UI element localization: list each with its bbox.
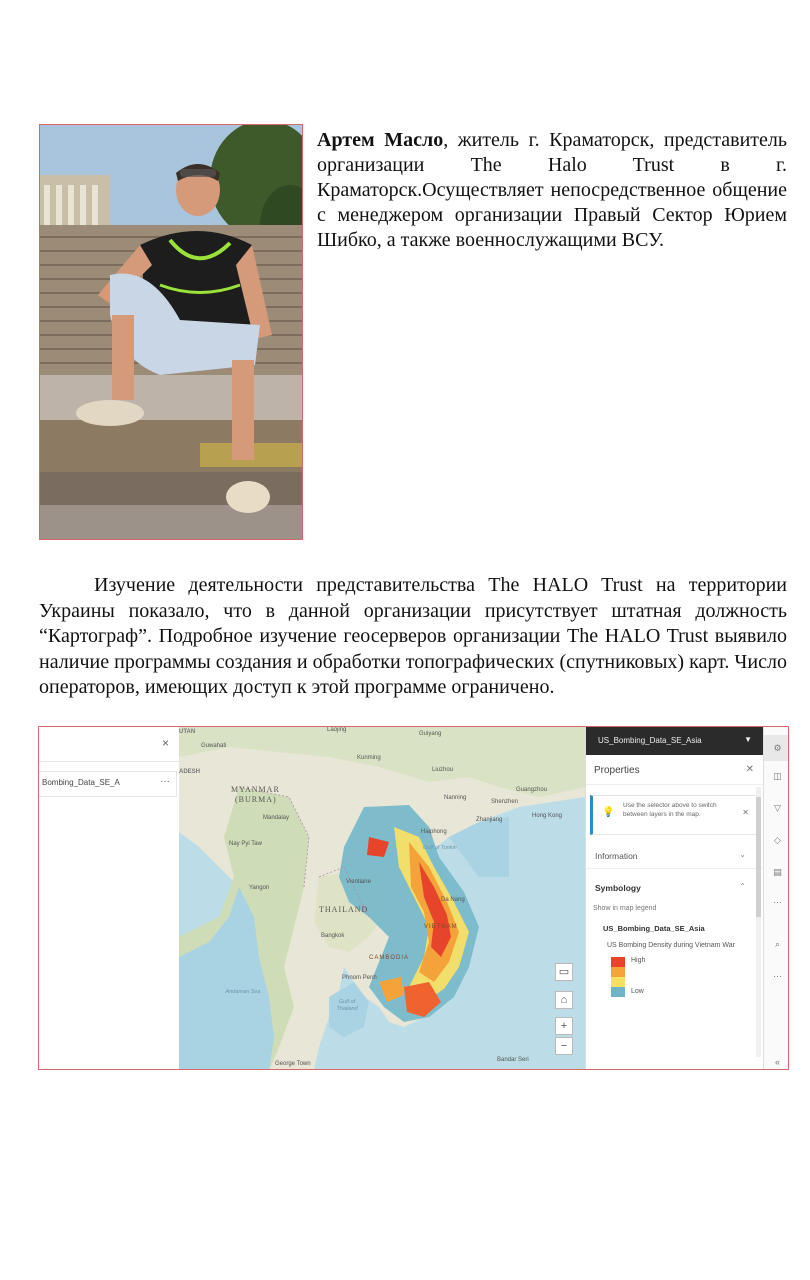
- filter-icon[interactable]: ▽: [774, 803, 781, 813]
- legend-title: US Bombing Density during Vietnam War: [607, 942, 735, 949]
- chevron-up-icon: ⌃: [739, 882, 746, 891]
- tool-strip: [763, 727, 789, 1069]
- show-in-legend-toggle[interactable]: Show in map legend: [593, 905, 657, 912]
- map-label: Mandalay: [263, 815, 290, 821]
- properties-header: [586, 755, 764, 785]
- search-icon[interactable]: ⌕: [774, 939, 781, 949]
- legend-swatch: [611, 977, 625, 987]
- person-name: Артем Масло: [317, 129, 444, 151]
- map-label: Guangzhou: [516, 787, 548, 793]
- map-label: THAILAND: [319, 905, 369, 914]
- map-label: Phnom Penh: [342, 975, 377, 981]
- map-label: Da Nang: [441, 897, 465, 903]
- more-options-icon[interactable]: ···: [773, 897, 782, 907]
- map-app-screenshot: [38, 726, 789, 1070]
- map-label: CAMBODIA: [369, 955, 410, 961]
- table-icon[interactable]: ▤: [773, 867, 782, 877]
- tip-notice: [590, 795, 758, 835]
- map-label: Bangkok: [321, 933, 345, 939]
- layers-search-row[interactable]: [39, 727, 179, 762]
- legend-high-label: High: [631, 957, 646, 964]
- legend-swatch-high: [611, 957, 625, 967]
- home-icon[interactable]: ⌂: [555, 991, 573, 1009]
- map-label: MYANMAR: [231, 785, 280, 794]
- effects-icon[interactable]: ◇: [774, 835, 781, 845]
- close-icon[interactable]: ✕: [745, 764, 754, 775]
- map-label: George Town: [275, 1061, 311, 1067]
- legend-color-ramp: [611, 957, 764, 1003]
- layer-style-icon[interactable]: ◫: [773, 771, 782, 781]
- layer-list-item-label: Bombing_Data_SE_A: [42, 778, 120, 787]
- portrait-photo: [39, 124, 303, 540]
- collapse-icon[interactable]: «: [774, 1057, 780, 1067]
- scrollbar[interactable]: [756, 787, 761, 1057]
- map-label: Laojing: [327, 727, 347, 733]
- information-section[interactable]: [586, 843, 764, 869]
- map-label: Vientiane: [346, 879, 371, 885]
- more-options-icon[interactable]: ···: [160, 776, 170, 787]
- information-label: Information: [595, 851, 638, 861]
- properties-title: Properties: [594, 765, 640, 776]
- chevron-down-icon: ⌄: [739, 850, 746, 859]
- map-label: Zhanjiang: [476, 817, 503, 823]
- legend-swatch-low: [611, 987, 625, 997]
- symbology-label: Symbology: [595, 883, 641, 893]
- tip-text: Use the selector above to switch between layers in the map.: [623, 802, 717, 818]
- settings-sliders-icon[interactable]: ⚙: [764, 735, 789, 761]
- map-label: Haiphong: [421, 829, 447, 835]
- person-caption: [317, 128, 787, 253]
- map-label: UTAN: [179, 729, 196, 735]
- properties-pane: [585, 727, 764, 1069]
- scrollbar-thumb[interactable]: [756, 797, 761, 917]
- person-description: , житель г. Краматорск, представитель организации The Halo Trust в г. Краматорск.Осуществляет непосредственное общение с менеджером организации Правый Сектор Юрием Шибко, а также военнослужащими ВСУ.: [317, 129, 788, 251]
- map-label: ADESH: [179, 769, 201, 775]
- map-label: Nay Pyi Taw: [229, 841, 262, 847]
- screen-icon[interactable]: ▭: [555, 963, 573, 981]
- map-label: Guiyang: [419, 731, 442, 737]
- map-label: Andaman Sea: [225, 989, 261, 995]
- map-label: Hong Kong: [532, 813, 563, 819]
- lightbulb-icon: 💡: [602, 807, 615, 818]
- close-icon[interactable]: ✕: [742, 808, 749, 817]
- zoom-in-button[interactable]: +: [555, 1017, 573, 1035]
- zoom-out-button[interactable]: −: [555, 1037, 573, 1055]
- close-icon[interactable]: ×: [161, 736, 169, 750]
- symbology-section[interactable]: [586, 875, 764, 901]
- map-label: Liuzhou: [432, 767, 454, 773]
- body-paragraph: Изучение деятельности представительства The HALO Trust на территории Украины показало, что в данной организации присутствует штатная должность “Картограф”. Подробное изучение геосерверов организации The HALO Trust выявило наличие программы создания и обработки топографических (спутниковых) карт. Число операторов, имеющих доступ к этой программе ограничено.: [39, 574, 787, 698]
- map-label: Nanning: [444, 795, 467, 801]
- layer-select-value: US_Bombing_Data_SE_Asia: [598, 736, 702, 745]
- layers-pane: [39, 727, 180, 1069]
- map-canvas: [179, 727, 585, 1070]
- map-label: Guwahati: [201, 743, 227, 749]
- legend-layer-name: US_Bombing_Data_SE_Asia: [603, 924, 705, 933]
- caret-down-icon: ▼: [744, 735, 752, 744]
- map-label: Gulf of Tonkin: [423, 845, 457, 851]
- portrait-photo-illustration: [40, 125, 302, 539]
- more-options-icon[interactable]: ···: [773, 971, 782, 981]
- legend-low-label: Low: [631, 988, 644, 995]
- map-label: (BURMA): [235, 795, 277, 804]
- map-label: Yangon: [249, 885, 270, 891]
- layer-list-item[interactable]: [39, 771, 177, 797]
- map-label: Gulf of Thailand: [336, 999, 358, 1012]
- map-label: VIETNAM: [424, 924, 458, 930]
- legend-swatch: [611, 967, 625, 977]
- map-view[interactable]: [179, 727, 585, 1069]
- map-label: Bandar Seri: [497, 1057, 529, 1063]
- map-label: Kunming: [357, 755, 381, 761]
- layer-select[interactable]: [586, 727, 764, 755]
- map-label: Shenzhen: [491, 799, 519, 805]
